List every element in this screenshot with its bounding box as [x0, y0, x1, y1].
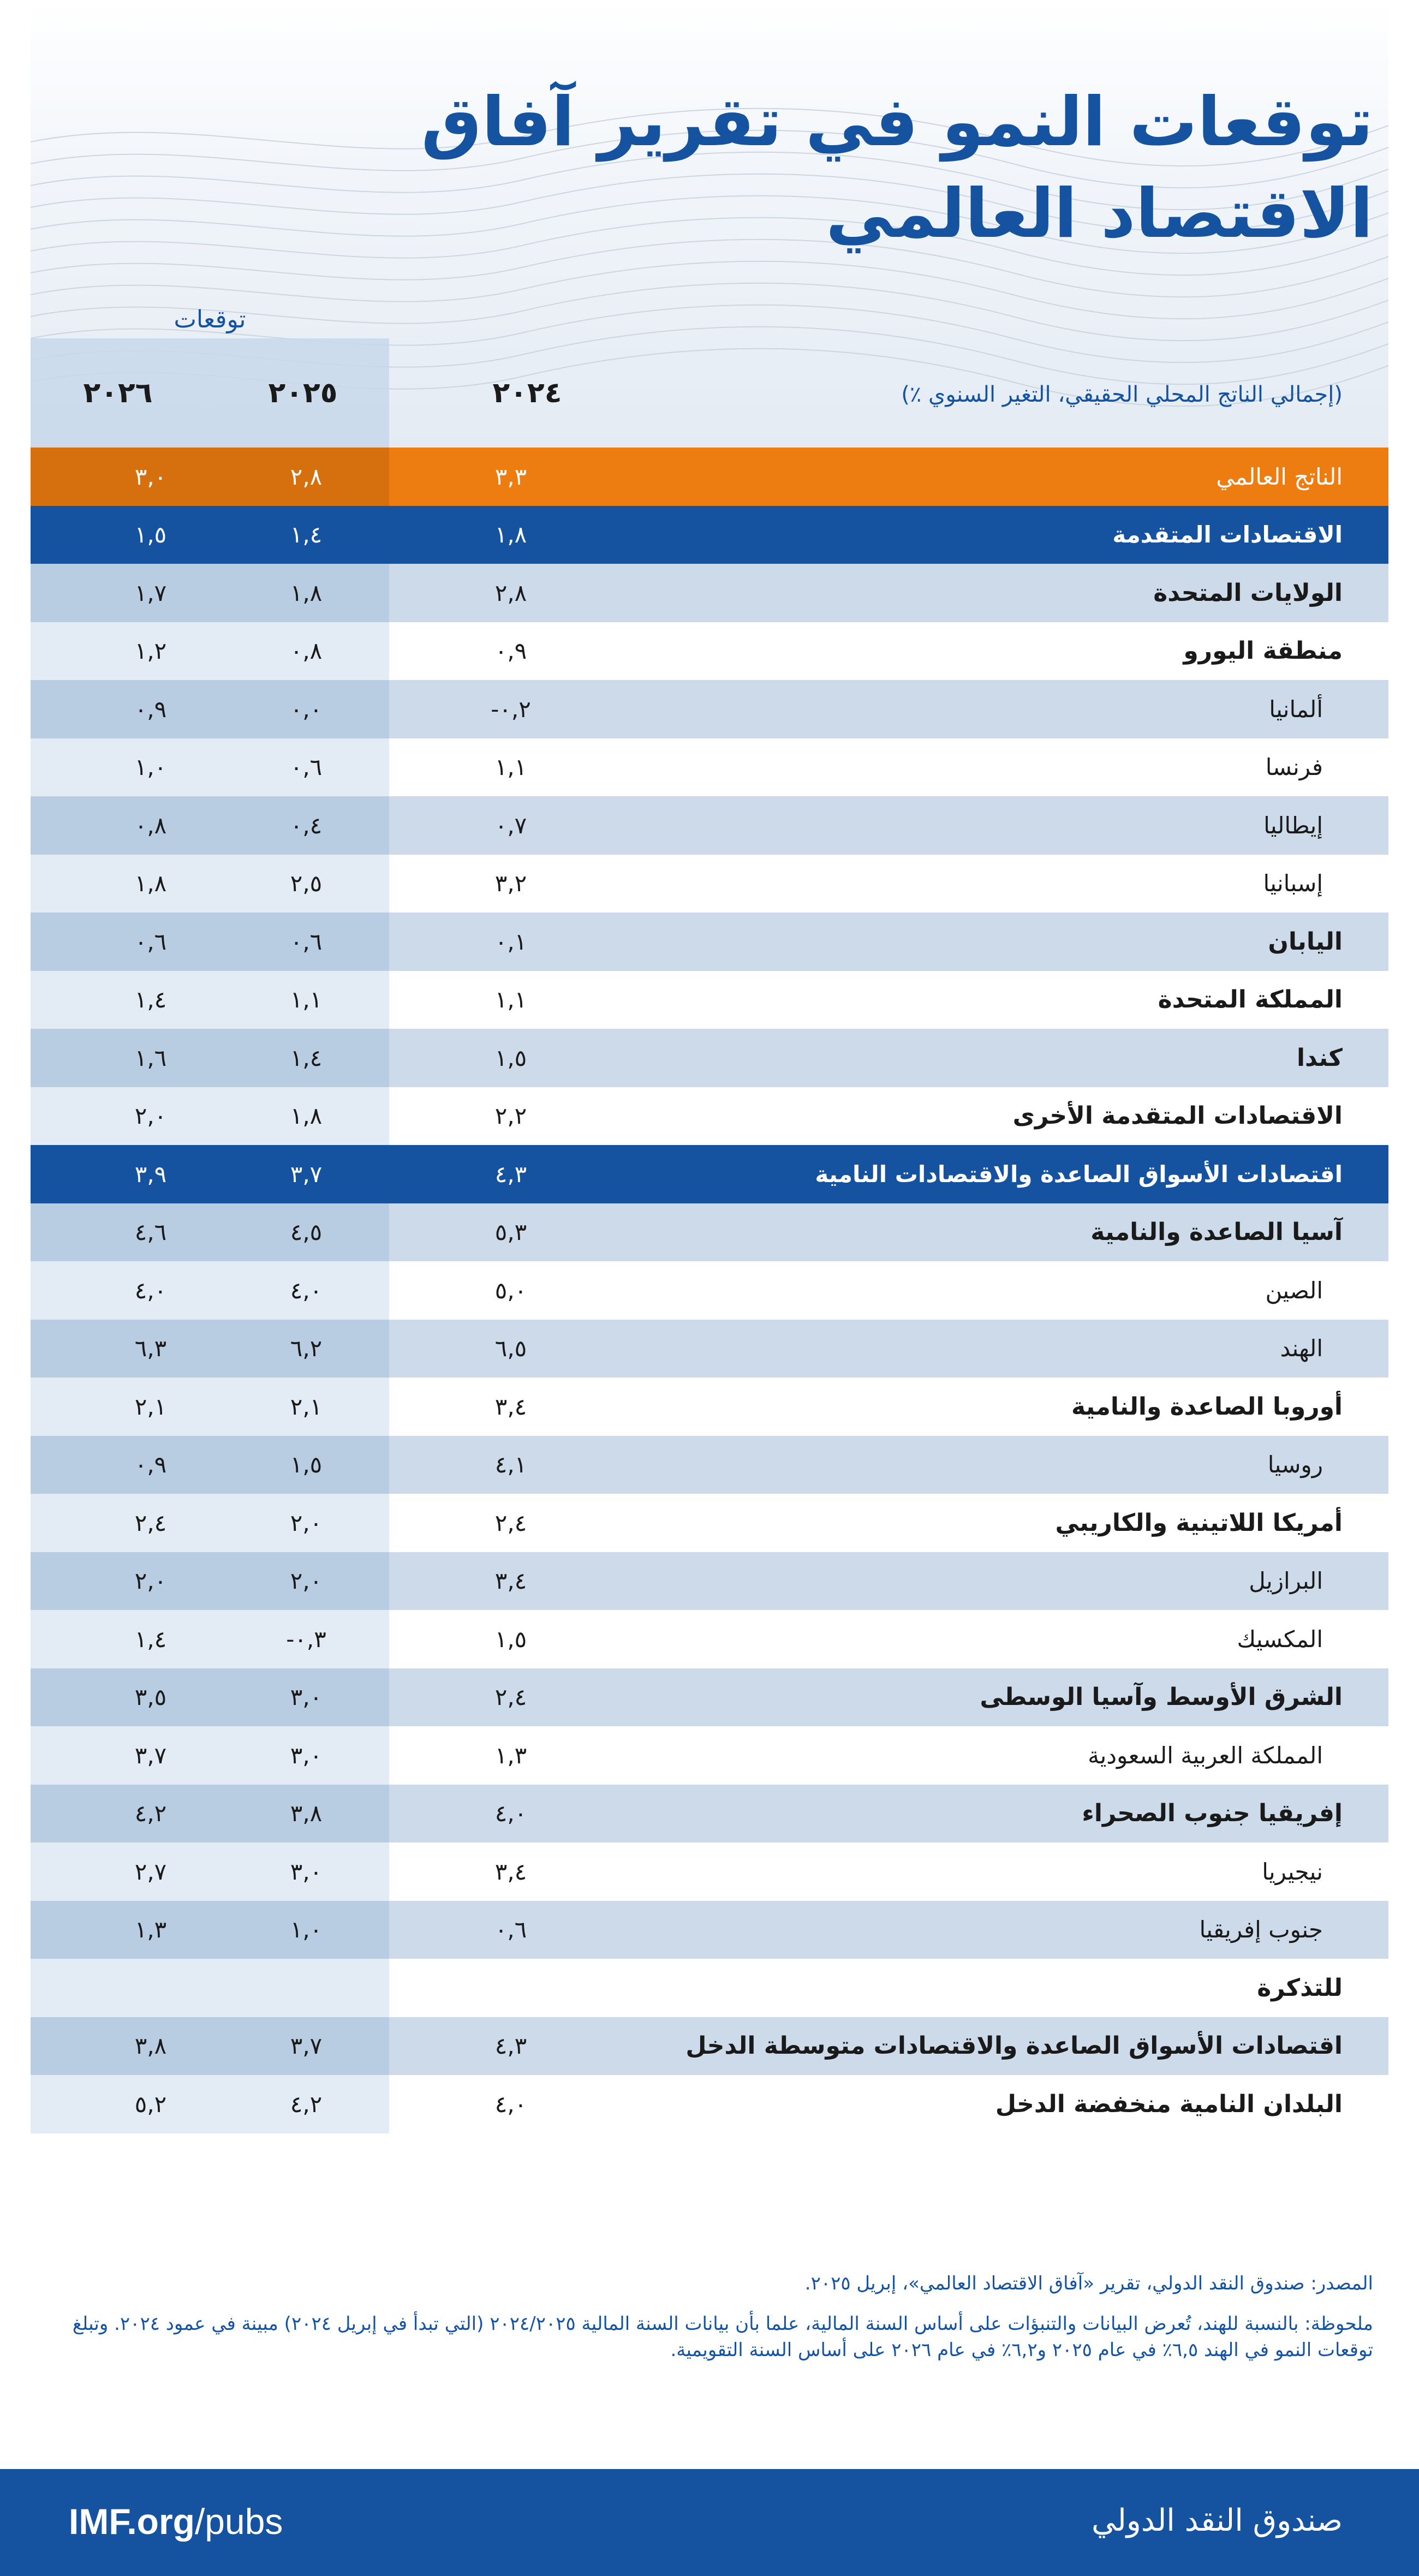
- value-2025: ٦,٢: [290, 1335, 323, 1362]
- table-row: [31, 1494, 1388, 1552]
- growth-table: [31, 448, 1388, 2133]
- table-row: [31, 448, 1388, 506]
- value-2026: ٢,١: [134, 1393, 167, 1420]
- value-2024: ١,٥: [494, 1044, 527, 1071]
- india-note: ملحوظة: بالنسبة للهند، تُعرض البيانات والتنبؤات على أساس السنة المالية، علما بأن بيانات السنة المالية ٢٠٢٤/٢٠٢٥ (التي تبدأ في إبريل ٢٠٢٤) مبينة في عمود ٢٠٢٤. وتبلغ توقعات النمو في الهند ٦,٥٪ في عام ٢٠٢٥ و٦,٢٪ في عام ٢٠٢٦ على أساس السنة التقويمية.: [72, 2313, 1373, 2361]
- value-2024: ٤,٠: [494, 1800, 527, 1827]
- row-label: منطقة اليورو: [1183, 637, 1343, 665]
- row-label: البلدان النامية منخفضة الدخل: [995, 2090, 1343, 2118]
- value-2025: ١,٤: [290, 521, 323, 548]
- row-label: المملكة المتحدة: [1158, 986, 1343, 1014]
- table-row: [31, 913, 1388, 971]
- value-2024: ١,٥: [494, 1625, 527, 1653]
- table-row: [31, 1203, 1388, 1262]
- table-row: [31, 1726, 1388, 1785]
- value-2025: ١,٨: [290, 579, 323, 606]
- row-label: آسيا الصاعدة والنامية: [1090, 1218, 1343, 1247]
- row-label: أمريكا اللاتينية والكاريبي: [1055, 1508, 1343, 1537]
- value-2026: ١,٦: [134, 1044, 167, 1071]
- table-row: [31, 1610, 1388, 1668]
- page-title: [391, 76, 1373, 260]
- value-2024: ٣,٤: [494, 1393, 527, 1420]
- table-row: [31, 796, 1388, 855]
- value-2026: ٦,٣: [134, 1335, 167, 1362]
- value-2026: ١,٥: [134, 521, 167, 548]
- value-2024: ٤,١: [494, 1451, 527, 1478]
- footer-url-domain: IMF.org: [69, 2501, 195, 2542]
- forecast-label: توقعات: [174, 306, 246, 333]
- value-2025: ١,٨: [290, 1102, 323, 1130]
- value-2024: ٤,٠: [494, 2090, 527, 2118]
- value-2025: ٢,٠: [290, 1509, 323, 1536]
- row-label: جنوب إفريقيا: [1199, 1916, 1323, 1943]
- value-2024: [440, 1959, 582, 2017]
- row-label: ألمانيا: [1269, 695, 1323, 723]
- value-2024: ١,٨: [494, 521, 527, 548]
- table-row: [31, 1785, 1388, 1843]
- value-2026: ٥,٢: [134, 2090, 167, 2118]
- value-2025: ١,٠: [290, 1916, 323, 1943]
- value-2026: ٣,٥: [134, 1684, 167, 1711]
- value-2026: ٠,٦: [134, 928, 167, 955]
- title-line-2: الاقتصاد العالمي: [826, 175, 1373, 253]
- value-2024: ٤,٣: [494, 1160, 527, 1188]
- value-2026: ١,٠: [134, 754, 167, 781]
- value-2024: ٣,٢: [494, 870, 527, 897]
- value-2024: ٥,٠: [494, 1277, 527, 1304]
- table-row: [31, 1320, 1388, 1378]
- table-row: [31, 564, 1388, 622]
- value-2025: ٢,٥: [290, 870, 323, 897]
- row-label: الشرق الأوسط وآسيا الوسطى: [980, 1683, 1343, 1712]
- table-row: [31, 1261, 1388, 1320]
- value-2025: ٣,٠: [290, 1742, 323, 1769]
- value-2024: ٢,٢: [494, 1102, 527, 1130]
- value-2026: ١,٧: [134, 579, 167, 606]
- row-label: روسيا: [1267, 1451, 1323, 1478]
- value-2025: ١,٥: [290, 1451, 323, 1478]
- value-2024: ٦,٥: [494, 1335, 527, 1362]
- row-label: اقتصادات الأسواق الصاعدة والاقتصادات النامية: [815, 1160, 1343, 1188]
- value-2025: ٣,٨: [290, 1800, 323, 1827]
- table-row: [31, 1436, 1388, 1494]
- value-2024: ٠,٧: [494, 812, 527, 839]
- value-2024: ٠,٦: [494, 1916, 527, 1943]
- table-row: [31, 2075, 1388, 2133]
- value-2025: [235, 1959, 377, 2017]
- row-label: المملكة العربية السعودية: [1088, 1742, 1323, 1769]
- value-2025: ٣,٧: [290, 1160, 323, 1188]
- value-2024: ٣,٣: [494, 463, 527, 490]
- title-line-1: توقعات النمو في تقرير آفاق: [421, 83, 1373, 162]
- value-2026: ١,٢: [134, 637, 167, 665]
- value-2026: ٤,٢: [134, 1800, 167, 1827]
- value-2025: ٣,٧: [290, 2032, 323, 2060]
- value-2026: ٤,٠: [134, 1277, 167, 1304]
- value-2025: ٠,٨: [290, 637, 323, 665]
- table-row: [31, 1552, 1388, 1611]
- row-label: الاقتصادات المتقدمة الأخرى: [1012, 1102, 1343, 1130]
- row-label: الهند: [1280, 1335, 1323, 1362]
- footer-url-path: /pubs: [194, 2501, 283, 2542]
- value-2025: ١,١: [290, 986, 323, 1013]
- value-2025: ٤,٠: [290, 1277, 323, 1304]
- source-note: المصدر: صندوق النقد الدولي، تقرير «آفاق الاقتصاد العالمي»، إبريل ٢٠٢٥.: [804, 2273, 1373, 2294]
- footer-bar: [0, 2469, 1419, 2576]
- value-2026: ٤,٦: [134, 1219, 167, 1246]
- value-2024: ٢,٤: [494, 1509, 527, 1536]
- row-label: للتذكرة: [1257, 1973, 1343, 2002]
- table-row: [31, 1959, 1388, 2017]
- table-row: [31, 1668, 1388, 1727]
- row-label: إيطاليا: [1263, 812, 1323, 839]
- row-label: إسبانيا: [1263, 870, 1323, 897]
- row-label: كندا: [1296, 1043, 1343, 1072]
- table-row: [31, 855, 1388, 913]
- value-2025: ٤,٥: [290, 1219, 323, 1246]
- row-label: الولايات المتحدة: [1153, 579, 1343, 607]
- value-2024: ١,٣: [494, 1742, 527, 1769]
- value-2026: ٢,٤: [134, 1509, 167, 1536]
- value-2026: ٠,٩: [134, 1451, 167, 1478]
- value-2024: ١,١: [494, 754, 527, 781]
- value-2025: ٠,٦: [290, 928, 323, 955]
- value-2026: ٣,٠: [134, 463, 167, 490]
- value-2026: ١,٤: [134, 1625, 167, 1653]
- year-2024-header: ٢٠٢٤: [492, 377, 562, 409]
- row-label: الاقتصادات المتقدمة: [1112, 521, 1343, 548]
- footnotes: [36, 2270, 1373, 2377]
- value-2024: ٣,٤: [494, 1567, 527, 1595]
- value-2026: ٢,٧: [134, 1858, 167, 1885]
- value-2025: -٠,٣: [286, 1625, 326, 1653]
- value-2025: ٣,٠: [290, 1684, 323, 1711]
- table-row: [31, 1842, 1388, 1901]
- value-2026: [80, 1959, 222, 2017]
- row-label: فرنسا: [1265, 754, 1323, 781]
- value-2025: ٢,٠: [290, 1567, 323, 1595]
- table-row: [31, 1029, 1388, 1087]
- value-2024: ٤,٣: [494, 2032, 527, 2060]
- value-2026: ٢,٠: [134, 1102, 167, 1130]
- table-row: [31, 971, 1388, 1029]
- table-row: [31, 622, 1388, 681]
- value-2025: ٤,٢: [290, 2090, 323, 2118]
- value-2024: ١,١: [494, 986, 527, 1013]
- value-2025: ٣,٠: [290, 1858, 323, 1885]
- value-2024: -٠,٢: [491, 695, 531, 723]
- table-row: [31, 506, 1388, 564]
- table-row: [31, 1145, 1388, 1203]
- row-label: اقتصادات الأسواق الصاعدة والاقتصادات متوسطة الدخل: [685, 2032, 1343, 2060]
- table-row: [31, 1901, 1388, 1959]
- value-2024: ٠,٩: [494, 637, 527, 665]
- value-2026: ٣,٧: [134, 1742, 167, 1769]
- value-2026: ١,٨: [134, 870, 167, 897]
- value-2025: ٢,١: [290, 1393, 323, 1420]
- value-2026: ٢,٠: [134, 1567, 167, 1595]
- table-row: [31, 1378, 1388, 1436]
- value-2026: ٠,٩: [134, 695, 167, 723]
- value-2026: ١,٣: [134, 1916, 167, 1943]
- row-label: الناتج العالمي: [1216, 463, 1343, 490]
- footer-organization-name: صندوق النقد الدولي: [1092, 2503, 1343, 2538]
- value-2026: ٣,٨: [134, 2032, 167, 2060]
- value-2025: ٠,٠: [290, 695, 323, 723]
- value-2024: ٥,٣: [494, 1219, 527, 1246]
- row-label: البرازيل: [1249, 1567, 1323, 1595]
- row-label: اليابان: [1268, 927, 1343, 956]
- value-2024: ٢,٤: [494, 1684, 527, 1711]
- value-2026: ٣,٩: [134, 1160, 167, 1188]
- value-2025: ٠,٤: [290, 812, 323, 839]
- row-label: إفريقيا جنوب الصحراء: [1082, 1799, 1343, 1828]
- table-row: [31, 738, 1388, 797]
- row-label: الصين: [1265, 1277, 1323, 1304]
- year-2025-header: ٢٠٢٥: [268, 377, 338, 409]
- footer-url-link[interactable]: [69, 2501, 283, 2542]
- unit-label: (إجمالي الناتج المحلي الحقيقي، التغير السنوي ٪): [901, 382, 1343, 407]
- table-row: [31, 2017, 1388, 2076]
- row-label: المكسيك: [1237, 1625, 1323, 1653]
- value-2024: ٢,٨: [494, 579, 527, 606]
- row-label: نيجيريا: [1262, 1858, 1323, 1885]
- row-label: أوروبا الصاعدة والنامية: [1071, 1392, 1343, 1421]
- table-row: [31, 680, 1388, 738]
- value-2024: ٣,٤: [494, 1858, 527, 1885]
- value-2024: ٠,١: [494, 928, 527, 955]
- value-2026: ٠,٨: [134, 812, 167, 839]
- value-2025: ٢,٨: [290, 463, 323, 490]
- value-2026: ١,٤: [134, 986, 167, 1013]
- value-2025: ١,٤: [290, 1044, 323, 1071]
- year-2026-header: ٢٠٢٦: [83, 377, 153, 409]
- table-row: [31, 1087, 1388, 1146]
- value-2025: ٠,٦: [290, 754, 323, 781]
